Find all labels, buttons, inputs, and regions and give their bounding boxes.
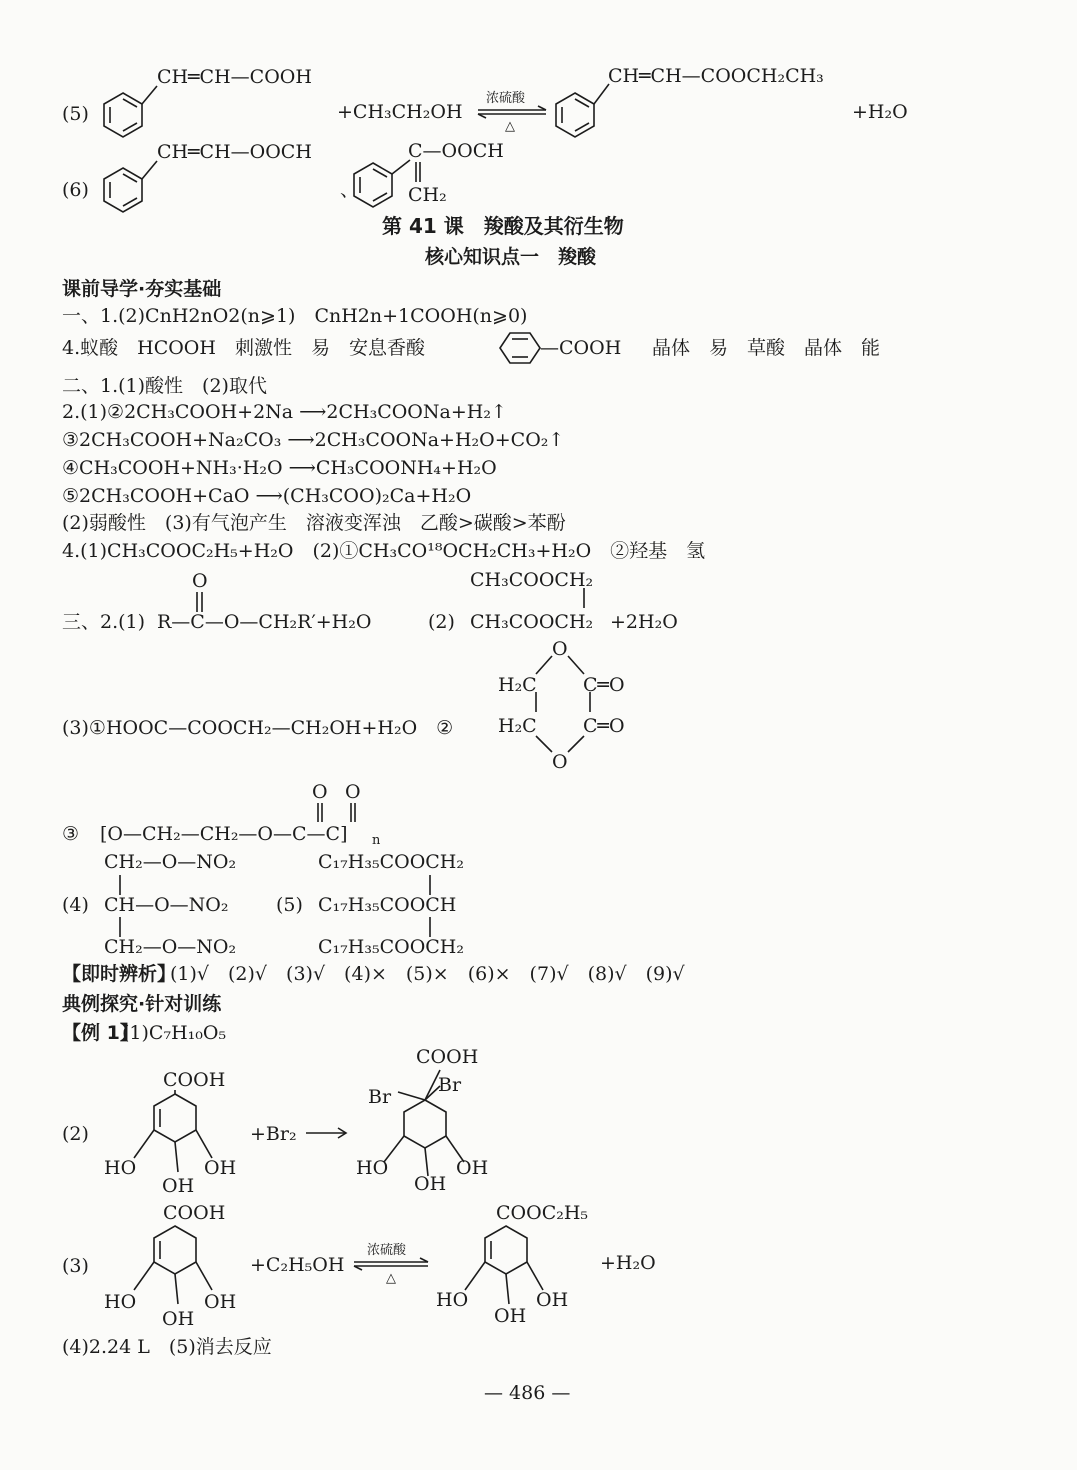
- ex2-oh-bottom: OH: [162, 1175, 195, 1197]
- ring-co-bottom: C═O: [583, 715, 625, 737]
- polymer-o2: O: [345, 781, 361, 803]
- ex3-condition-top: 浓硫酸: [367, 1243, 407, 1258]
- example-label: 【例 1】: [62, 1022, 139, 1044]
- ex2-prod-ho: HO: [356, 1157, 389, 1179]
- section-heading-preview: 课前导学·夯实基础: [62, 278, 222, 300]
- ex3-condition-bottom: △: [386, 1271, 396, 1286]
- answer-line-6: ④CH₃COOH+NH₃·H₂O ⟶CH₃COONH₄+H₂O: [62, 457, 497, 479]
- answer-line-2b: 晶体 易 草酸 晶体 能: [652, 337, 881, 359]
- benzene-ring-5b: [556, 84, 609, 137]
- ex2-label: (2): [62, 1123, 89, 1145]
- ex2-prod-cooh: COOH: [416, 1046, 479, 1068]
- ex3-prod-ester: COOC₂H₅: [496, 1202, 589, 1224]
- benzene-ring-5a: [104, 86, 157, 137]
- p4-line-1: CH₂—O—NO₂: [104, 851, 237, 873]
- p5-line-1: C₁₇H₃₅COOCH₂: [318, 851, 464, 873]
- ex3-prod-ho: HO: [436, 1289, 469, 1311]
- reaction5-product-chain: CH═CH—COOCH₂CH₃: [608, 65, 824, 87]
- ex3-oh-right: OH: [204, 1291, 237, 1313]
- lesson-subtitle: 核心知识点一 羧酸: [425, 246, 597, 268]
- p5-line-3: C₁₇H₃₅COOCH₂: [318, 936, 464, 958]
- p4-line-3: CH₂—O—NO₂: [104, 936, 237, 958]
- p5-label: (5): [276, 894, 303, 916]
- ex2-prod-oh-bottom: OH: [414, 1173, 447, 1195]
- ex3-ho-left: HO: [104, 1291, 137, 1313]
- section3-p2-bottom: CH₃COOCH₂: [470, 611, 594, 633]
- reaction6-separator: 、: [340, 179, 360, 201]
- shikimic-ring-2a: [134, 1090, 212, 1172]
- reaction5-byproduct: +H₂O: [852, 101, 908, 123]
- benzene-ring-benzoic: [500, 333, 540, 363]
- reaction6-group2-bottom: CH₂: [408, 184, 447, 206]
- section3-p2-label: (2): [428, 611, 455, 633]
- polymer-label: ③: [62, 823, 80, 845]
- reaction5-label: (5): [62, 103, 89, 125]
- reaction6-chain1: CH═CH—OOCH: [157, 141, 312, 163]
- ex3-prod-oh-right: OH: [536, 1289, 569, 1311]
- ex3-reagent: +C₂H₅OH: [250, 1254, 345, 1276]
- shikimic-ring-3a: [134, 1226, 212, 1304]
- answer-line-4: 2.(1)②2CH₃COOH+2Na ⟶2CH₃COONa+H₂↑: [62, 401, 507, 423]
- answer-line-2a: 4.蚁酸 HCOOH 刺激性 易 安息香酸: [62, 337, 425, 359]
- ex2-reagent: +Br₂: [250, 1123, 297, 1145]
- ester-carbonyl-o: O: [192, 570, 208, 592]
- answer-line-9: 4.(1)CH₃COOC₂H₅+H₂O (2)①CH₃CO¹⁸OCH₂CH₃+H₂O ②羟基 氢: [62, 540, 706, 562]
- reaction5-condition-top: 浓硫酸: [486, 91, 526, 106]
- polymer-n: n: [372, 833, 381, 848]
- judge-label: 【即时辨析】: [62, 963, 177, 985]
- ring-h2c-bottom: H₂C: [498, 715, 537, 737]
- section3-p2-top: CH₃COOCH₂: [470, 569, 594, 591]
- page-number: — 486 —: [484, 1382, 571, 1404]
- benzene-ring-6a: [104, 161, 157, 212]
- benzoic-acid-cooh: —COOH: [540, 337, 622, 359]
- ring-h2c-top: H₂C: [498, 674, 537, 696]
- reaction5-reactant-chain: CH═CH—COOH: [157, 66, 312, 88]
- section3-p1-label: 三、2.(1): [62, 611, 146, 633]
- answer-line-8: (2)弱酸性 (3)有气泡产生 溶液变浑浊 乙酸>碳酸>苯酚: [62, 512, 566, 534]
- ester-ring-3b: [465, 1226, 543, 1304]
- ex3-cooh: COOH: [163, 1202, 226, 1224]
- reaction6-group2-top: C—OOCH: [408, 140, 504, 162]
- section3-p1-formula: R—C—O—CH₂R′+H₂O: [157, 611, 372, 633]
- section3-p3-text: (3)①HOOC—COOCH₂—CH₂OH+H₂O ②: [62, 717, 454, 739]
- example-text: (1)C₇H₁₀O₅: [122, 1022, 227, 1044]
- polymer-formula: [O—CH₂—CH₂—O—C—C]: [100, 823, 348, 845]
- cyclic-ester-ring: [536, 656, 590, 752]
- ex2-prod-br1: Br: [368, 1086, 392, 1108]
- ex3-oh-bottom: OH: [162, 1308, 195, 1330]
- polymer-o1: O: [312, 781, 328, 803]
- judge-items: (1)√ (2)√ (3)√ (4)× (5)× (6)× (7)√ (8)√ (9)√: [170, 963, 685, 985]
- ex2-ho-left: HO: [104, 1157, 137, 1179]
- answer-line-1: 一、1.(2)CnH2nO2(n⩾1) CnH2n+1COOH(n⩾0): [62, 305, 528, 327]
- ring-o-top: O: [552, 638, 568, 660]
- section-heading-examples: 典例探究·针对训练: [62, 993, 222, 1015]
- answer-line-3: 二、1.(1)酸性 (2)取代: [62, 375, 267, 397]
- ring-o-bottom: O: [552, 751, 568, 773]
- ex-4-5-answers: (4)2.24 L (5)消去反应: [62, 1336, 272, 1358]
- reaction5-reagent: +CH₃CH₂OH: [337, 101, 463, 123]
- reaction6-label: (6): [62, 179, 89, 201]
- ex3-prod-oh-bottom: OH: [494, 1305, 527, 1327]
- p4-line-2: CH—O—NO₂: [104, 894, 229, 916]
- p4-label: (4): [62, 894, 89, 916]
- lesson-title: 第 41 课 羧酸及其衍生物: [382, 214, 624, 238]
- section3-p2-water: +2H₂O: [610, 611, 678, 633]
- ring-co-top: C═O: [583, 674, 625, 696]
- ex3-label: (3): [62, 1255, 89, 1277]
- ex2-prod-br2: Br: [438, 1074, 462, 1096]
- p5-line-2: C₁₇H₃₅COOCH: [318, 894, 457, 916]
- ex3-byproduct: +H₂O: [600, 1252, 656, 1274]
- ex2-cooh: COOH: [163, 1069, 226, 1091]
- ex2-prod-oh-right: OH: [456, 1157, 489, 1179]
- reaction5-condition-bottom: △: [505, 119, 515, 134]
- answer-line-7: ⑤2CH₃COOH+CaO ⟶(CH₃COO)₂Ca+H₂O: [62, 485, 472, 507]
- ex2-oh-right: OH: [204, 1157, 237, 1179]
- answer-line-5: ③2CH₃COOH+Na₂CO₃ ⟶2CH₃COONa+H₂O+CO₂↑: [62, 429, 565, 451]
